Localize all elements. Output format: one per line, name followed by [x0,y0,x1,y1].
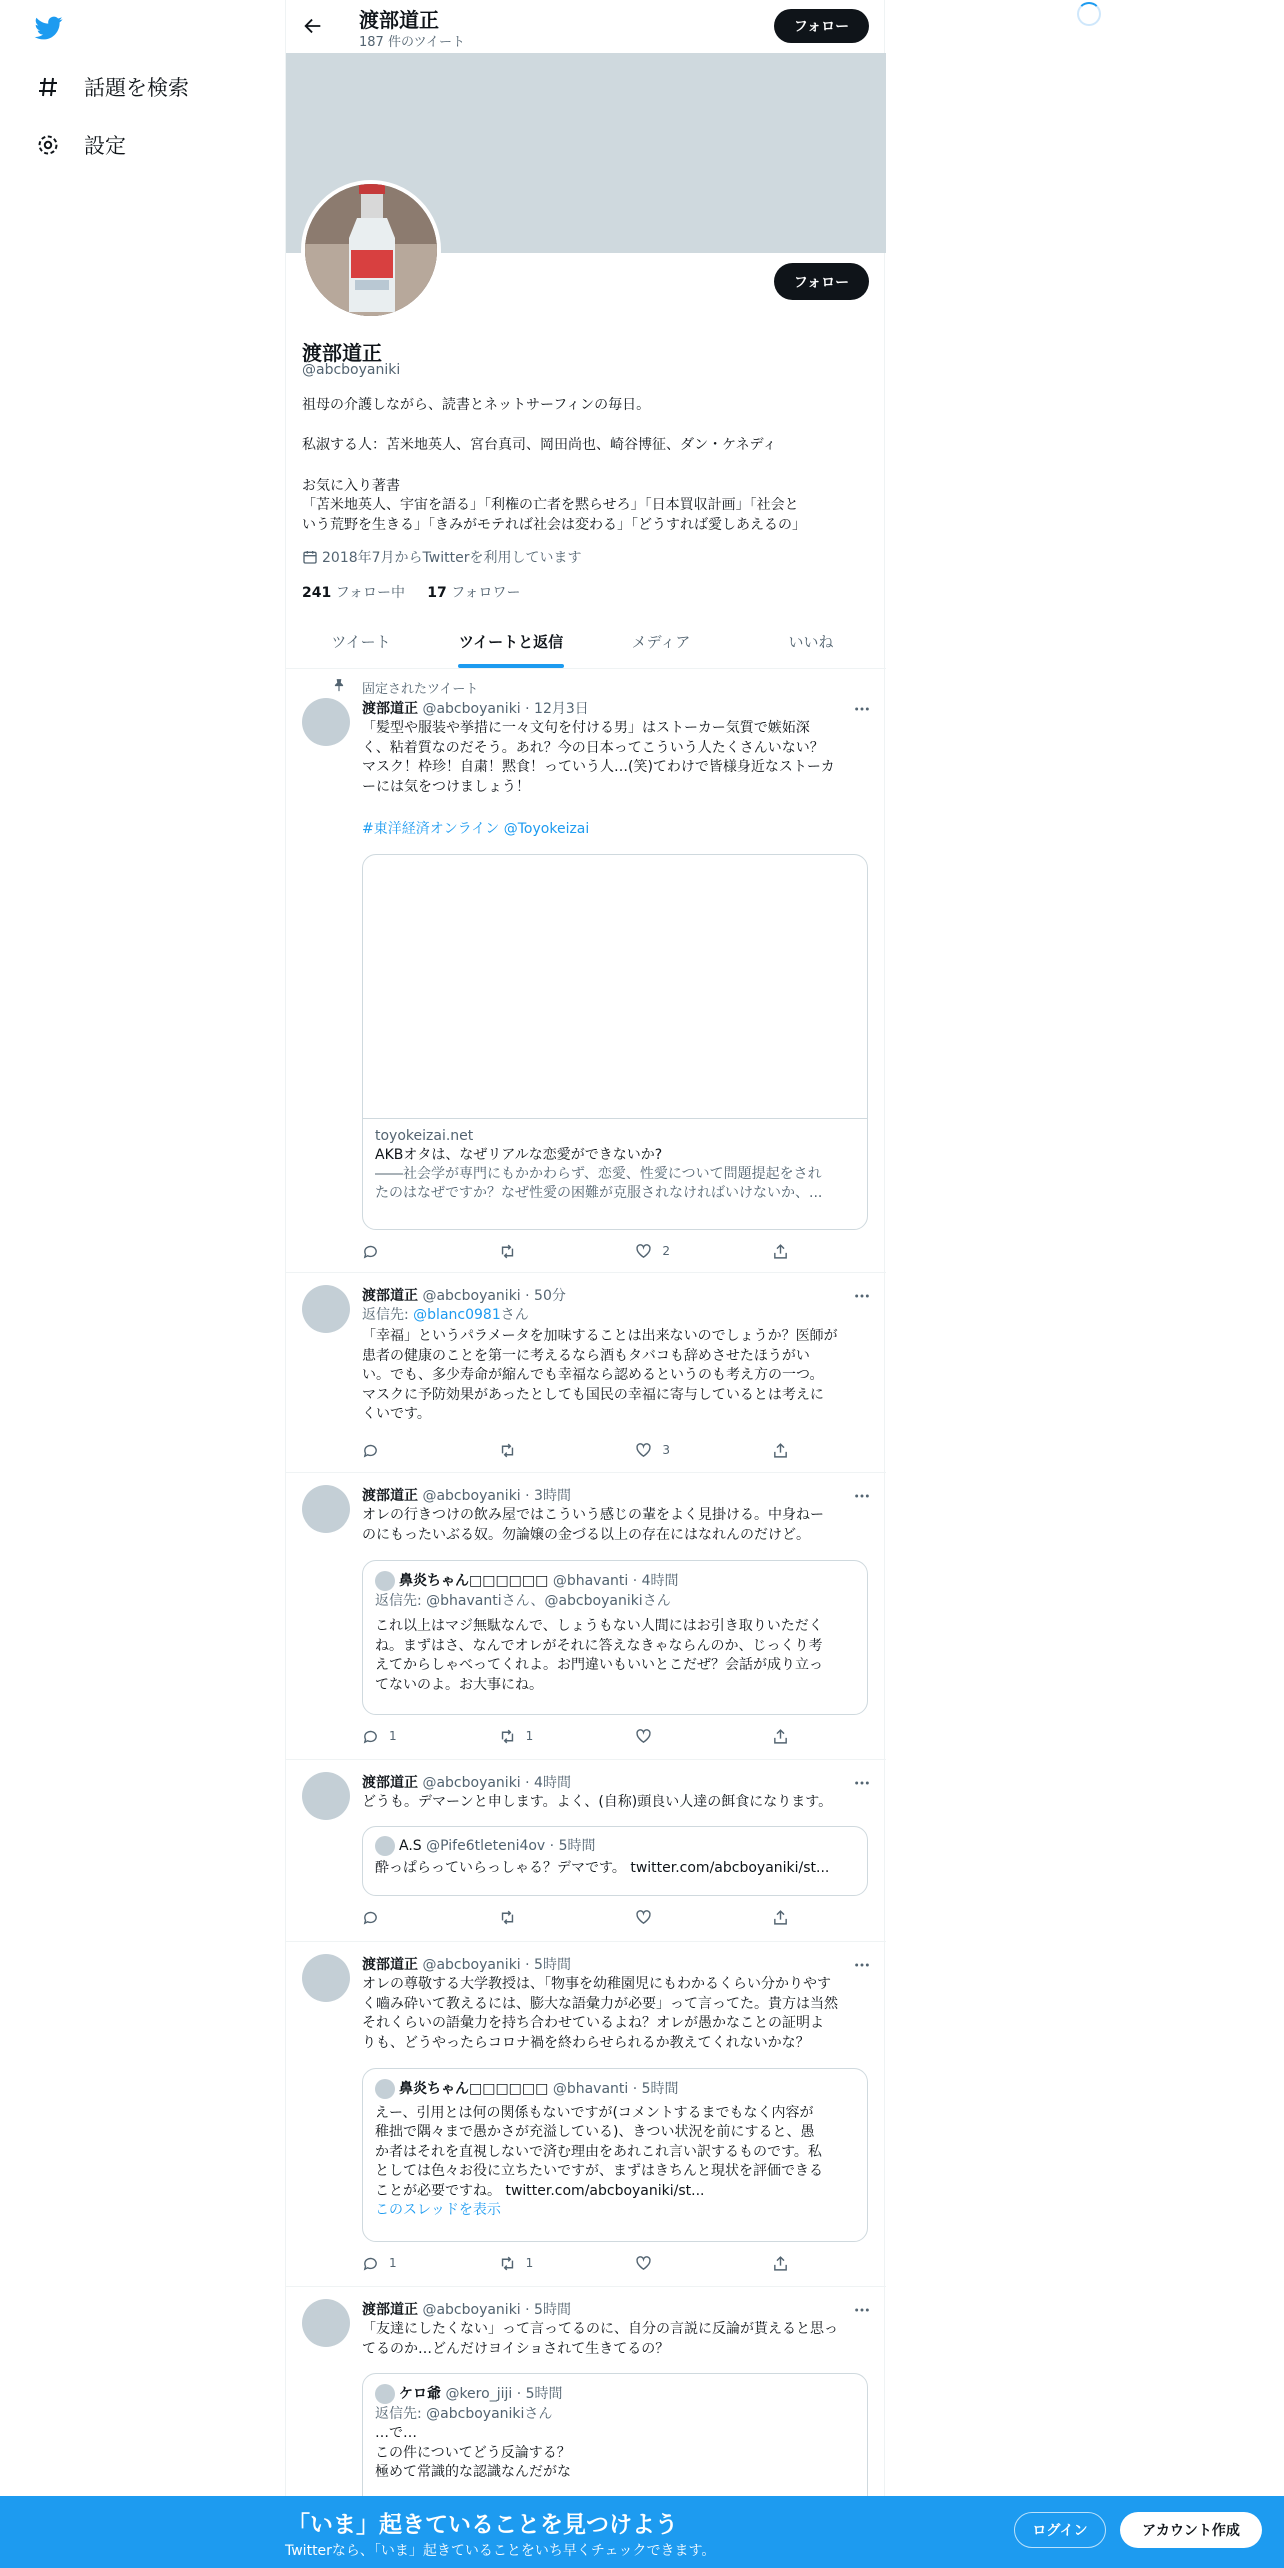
calendar-icon [302,549,318,565]
tweet-author[interactable]: 渡部道正 [362,1775,418,1791]
quoted-line: 稚拙で隅々まで愚かさが充溢している)、きつい状況を前にすると、愚 [375,2124,815,2140]
tweet-item[interactable] [286,670,886,1273]
tweet-actions [362,1441,792,1459]
tweet-line: 「髪型や服装や挙措に一々文句を付ける男」はストーカー気質で嫉妬深 [362,720,810,736]
bio-line: 私淑する人：苫米地英人、宮台真司、岡田尚也、崎谷博征、ダン・ケネディ [302,437,777,453]
reply-icon [362,1909,379,1926]
quoted-line: えてからしゃべってくれよ。お門違いもいいとこだぜ？会話が成り立っ [375,1657,823,1673]
signup-banner [0,2496,1284,2568]
link-card-image [363,855,867,1119]
tweet-author[interactable]: 渡部道正 [362,2302,418,2318]
reply-count: 1 [389,2256,397,2270]
tweet-author[interactable]: 渡部道正 [362,701,418,717]
quoted-header [375,2079,855,2100]
tweet-meta: @abcboyaniki · 5時間 [422,2302,571,2318]
retweet-button[interactable] [499,1242,599,1260]
tweet-item[interactable] [286,1942,886,2287]
tweet-author[interactable]: 渡部道正 [362,1957,418,1973]
tweet-avatar[interactable] [302,1954,350,2002]
tweet-line: ーには気をつけましょう！ [362,778,530,795]
tweet-line: オレの尊敬する大学教授は、「物事を幼稚園児にもわかるくらい分かりやす [362,1976,831,1992]
retweet-button[interactable] [499,1441,599,1459]
tweet-header [362,2299,571,2319]
heart-icon [635,1442,652,1459]
quoted-meta: @bhavanti · 4時間 [552,1573,679,1589]
share-icon [772,1909,789,1926]
tweet-actions [362,1908,792,1926]
bio-line: 「苫米地英人、宇宙を語る」「利権の亡者を黙らせろ」「日本買収計画」「社会と [302,497,799,513]
tweet-item[interactable] [286,1473,886,1760]
quoted-avatar [375,2079,395,2099]
tweet-avatar[interactable] [302,698,350,746]
share-button[interactable] [772,2254,792,2272]
quoted-author: A.S [399,1838,422,1854]
tweet-text [362,1975,872,2053]
back-arrow-icon[interactable] [302,15,324,37]
tweet-avatar[interactable] [302,1772,350,1820]
profile-name: 渡部道正 [302,341,382,365]
joined-date [302,547,581,567]
tweet-actions [362,1727,792,1745]
tweet-line: りも、どうやったらコロナ禍を終わらせられるか教えてくれないかな？ [362,2034,810,2051]
reply-button[interactable] [362,1441,462,1459]
tweet-actions [362,1242,792,1260]
nav-explore-label: 話題を検索 [84,76,189,100]
tweet-text [362,719,872,797]
tweet-text [362,1506,872,1545]
quoted-author: 鼻炎ちゃん□□□□□□ [399,1573,549,1589]
tweet-line: てるのか…どんだけヨイショされて生きてるの？ [362,2340,670,2357]
retweet-button[interactable] [499,1727,599,1745]
tweet-line: 「友達にしたくない」って言ってるのに、自分の言説に反論が貰えると思っ [362,2321,838,2337]
signup-button[interactable]: アカウント作成 [1120,2512,1262,2548]
retweet-icon [499,1728,516,1745]
pin-icon [332,678,346,692]
more-icon[interactable] [854,2303,870,2317]
reply-to-user[interactable]: @blanc0981 [413,1307,501,1323]
share-icon [772,1728,789,1745]
quoted-avatar [375,1571,395,1591]
heart-icon [635,1728,652,1745]
reply-count: 1 [389,1729,397,1743]
tweet-header [362,1772,571,1792]
quoted-line: …で… [375,2425,417,2441]
more-icon[interactable] [854,1489,870,1503]
quoted-line: ことが必要ですね。 twitter.com/abcboyaniki/st... [375,2182,705,2199]
tweet-line: い。でも、多少寿命が縮んでも幸福なら認めるというのも考え方の一つ。 [362,1367,824,1383]
retweet-count: 1 [525,1729,534,1743]
heart-icon [635,1243,652,1260]
reply-icon [362,1442,379,1459]
signup-banner-title: 「いま」起きていることを見つけよう [287,2512,678,2538]
followers-count: 17 [427,585,447,601]
like-count: 2 [662,1244,670,1258]
like-button[interactable] [635,1727,735,1745]
tweet-author[interactable]: 渡部道正 [362,1288,418,1304]
like-button[interactable] [635,2254,735,2272]
quoted-header [375,1835,855,1857]
tweet-header [362,1485,571,1505]
tweet-actions [362,2254,792,2272]
share-button[interactable] [772,1727,792,1745]
tab-likes[interactable]: いいね [788,633,834,651]
reply-button[interactable] [362,1242,462,1260]
link-card-domain: toyokeizai.net [375,1128,474,1144]
like-count: 3 [662,1443,670,1457]
tweet-line: 患者の健康のことを第一に考えるなら酒もタバコも辞めさせたほうがい [362,1347,810,1364]
profile-handle: @abcboyaniki [302,362,401,378]
profile-follow-button[interactable]: フォロー [774,263,869,300]
tweet-meta: @abcboyaniki · 5時間 [422,1957,571,1973]
quoted-avatar [375,1836,395,1856]
tab-media[interactable]: メディア [631,633,691,651]
tweet-line: くいです。 [362,1406,431,1422]
like-button[interactable] [635,1908,735,1926]
tweet-line: のにもったいぶる奴。勿論嬢の金づる以上の存在にはなれんのだけど。 [362,1526,810,1543]
tweet-text [362,2320,872,2359]
tweet-text [362,1793,872,1813]
tweet-line: く、粘着質なのだそう。あれ？今の日本ってこういう人たくさんいない？ [362,739,824,756]
retweet-icon [499,2255,516,2272]
quoted-header [375,2384,855,2405]
reply-icon [362,1728,379,1745]
quoted-line: ね。まずはさ、なんでオレがそれに答えなきゃならんのか、じっくり考 [375,1637,823,1654]
joined-text: 2018年7月からTwitterを利用しています [322,550,582,566]
more-icon[interactable] [854,1289,870,1303]
tweet-item[interactable] [286,1760,886,1942]
tweet-meta: @abcboyaniki · 3時間 [422,1488,571,1504]
retweet-count: 1 [525,2256,534,2270]
share-button[interactable] [772,1908,792,1926]
reply-icon [362,2255,379,2272]
tab-tweets-and-replies[interactable]: ツイートと返信 [436,616,586,668]
share-icon [772,1243,789,1260]
tweet-item[interactable] [286,1273,886,1473]
tab-tweets[interactable]: ツイート [331,633,391,651]
signup-banner-subtitle: Twitterなら、「いま」起きていることをいち早くチェックできます。 [285,2543,716,2559]
link-card[interactable] [362,854,868,1230]
tweet-line: オレの行きつけの飲み屋ではこういう感じの輩をよく見掛ける。中身ねー [362,1507,824,1523]
tweet-avatar[interactable] [302,1285,350,1333]
hashtag-icon [36,75,60,99]
tweet-line: それくらいの語彙力を持ち合わせているよね？オレが愚かなことの証明よ [362,2015,824,2031]
retweet-button[interactable] [499,2254,599,2272]
more-icon[interactable] [854,1958,870,1972]
tweet-meta: @abcboyaniki · 12月3日 [422,701,589,717]
login-button[interactable]: ログイン [1014,2512,1106,2548]
tweet-text [362,1327,872,1425]
share-icon [772,1442,789,1459]
gear-icon [36,133,60,157]
quoted-reply-to: 返信先: @abcboyanikiさん [375,2405,553,2422]
quoted-author: ケロ爺 [399,2386,441,2402]
tweet-hashtags[interactable]: #東洋経済オンライン @Toyokeizai [362,821,590,837]
tweet-header [362,1954,571,1974]
tweet-line: く嚙み砕いて教えるには、膨大な語彙力が必要」って言ってた。貴方は当然 [362,1995,838,2012]
link-card-title: AKBオタは、なぜリアルな恋愛ができないか? [375,1147,663,1163]
twitter-logo-icon[interactable] [33,14,65,42]
share-icon [772,2255,789,2272]
more-icon[interactable] [854,702,870,716]
quoted-line: これ以上はマジ無駄なんで、しょうもない人間にはお引き取りいただく [375,1618,823,1634]
profile-header [286,0,884,53]
quoted-avatar [375,2384,395,2404]
quoted-line: か者はそれを直視しないで済む理由をあれこれ言い訳するものです。私 [375,2143,822,2160]
quoted-line: としては色々お役に立ちたいですが、まずはきちんと現状を評価できる [375,2163,823,2179]
quoted-meta: @bhavanti · 5時間 [552,2081,679,2097]
tweet-avatar[interactable] [302,1485,350,1533]
quoted-line: 酔っぱらっていらっしゃる？デマです。 twitter.com/abcboyaniki/st... [375,1860,830,1876]
tweet-header [362,698,589,718]
quoted-meta: @Pife6tleteni4ov · 5時間 [426,1838,596,1854]
retweet-icon [499,1442,516,1459]
retweet-icon [499,1909,516,1926]
quoted-meta: @kero_jiji · 5時間 [445,2386,563,2402]
tweet-line: マスク！枠珍！自粛！黙食！っていう人…(笑)てわけで皆様身近なストーカ [362,759,835,775]
followers-label: フォロワー [451,585,521,601]
reply-button[interactable] [362,2254,462,2272]
nav-settings-label: 設定 [84,134,126,158]
reply-to-suffix: さん [500,1307,529,1323]
following-label: フォロー中 [335,585,405,601]
retweet-icon [499,1243,516,1260]
quoted-reply-to: 返信先: @bhavantiさん、@abcboyanikiさん [375,1592,671,1609]
link-card-desc: たのはなぜですか？なぜ性愛の困難が克服されなければいけないか、... [375,1185,823,1201]
header-follow-button[interactable]: フォロー [774,9,869,43]
nav-settings[interactable] [36,130,126,160]
quoted-tweet[interactable] [362,1560,868,1715]
bio-line: いう荒野を生きる」「きみがモテれば社会は変わる」「どうすれば愛しあえるの」 [302,517,806,533]
share-button[interactable] [772,1441,792,1459]
quoted-header [375,1571,855,1592]
quoted-tweet[interactable] [362,1826,868,1896]
tweet-header [362,1285,566,1305]
profile-column [285,0,885,2568]
followers-link[interactable] [427,585,520,601]
quoted-line: 極めて常識的な認識なんだがな [375,2464,571,2480]
tweet-line: 「幸福」というパラメータを加味することは出来ないのでしょうか？医師が [362,1328,838,1344]
link-card-desc: ――社会学が専門にもかかわらず、恋愛、性愛について問題提起をされ [375,1166,822,1182]
tweet-meta: @abcboyaniki · 50分 [422,1288,566,1304]
tweet-line: マスクに予防効果があったとしても国民の幸福に寄与しているとは考えに [362,1386,824,1403]
tweet-meta: @abcboyaniki · 4時間 [422,1775,571,1791]
bio-line: お気に入り著書 [302,478,400,494]
reply-to [362,1306,872,1326]
bio-line: 祖母の介護しながら、読書とネットサーフィンの毎日。 [302,397,651,413]
quoted-author: 鼻炎ちゃん□□□□□□ [399,2081,549,2097]
quoted-tweet[interactable] [362,2068,868,2242]
like-button[interactable] [635,1441,735,1459]
pinned-label: 固定されたツイート [362,682,479,697]
like-button[interactable] [635,1242,735,1260]
reply-to-label: 返信先: [362,1307,414,1323]
tweet-author[interactable]: 渡部道正 [362,1488,418,1504]
heart-icon [635,1909,652,1926]
following-count: 241 [302,585,332,601]
tweet-line: どうも。デマーンと申します。よく、(自称)頭良い人達の餌食になります。 [362,1794,833,1810]
profile-avatar[interactable] [301,180,441,320]
following-link[interactable] [302,585,405,601]
header-tweet-count: 187 件のツイート [359,35,466,50]
nav-explore[interactable] [36,72,189,102]
avatar-bottle-image [305,184,437,316]
tweet-avatar[interactable] [302,2299,350,2347]
reply-button[interactable] [362,1727,462,1745]
quoted-line: この件についてどう反論する？ [375,2444,571,2461]
more-icon[interactable] [854,1776,870,1790]
quoted-line: てないのよ。お大事にね。 [375,1676,543,1693]
header-name: 渡部道正 [359,8,439,32]
reply-icon [362,1243,379,1260]
follow-stats [302,582,521,602]
reply-button[interactable] [362,1908,462,1926]
quoted-line: えー、引用とは何の関係もないですが(コメントするまでもなく内容が [375,2104,814,2121]
heart-icon [635,2255,652,2272]
loading-spinner-icon [1077,2,1101,26]
show-thread-link[interactable]: このスレッドを表示 [375,2202,501,2218]
share-button[interactable] [772,1242,792,1260]
retweet-button[interactable] [499,1908,599,1926]
profile-tabs [286,616,886,669]
